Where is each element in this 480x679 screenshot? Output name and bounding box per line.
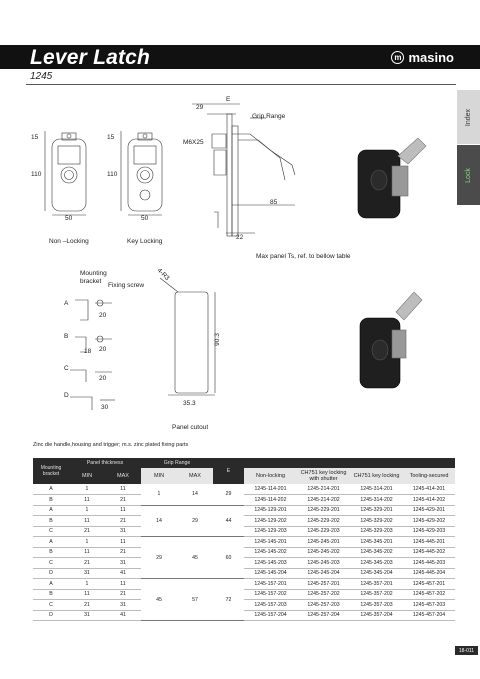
part-number-cell: 1245-357-202	[350, 589, 403, 600]
dim-110-left: 110	[31, 171, 42, 178]
part-number-cell: 1245-457-201	[403, 579, 455, 590]
table-cell: 31	[105, 526, 141, 537]
group-grip-max: 29	[177, 505, 213, 537]
table-cell: 11	[105, 579, 141, 590]
material-note: Zinc die handle,housing and trigger; m.s. zinc plated fixing parts	[33, 442, 189, 448]
group-grip-min: 45	[141, 579, 177, 621]
header-mounting-bracket: Mounting bracket	[33, 458, 69, 484]
part-number-cell: 1245-345-202	[350, 547, 403, 558]
part-number-cell: 1245-445-203	[403, 558, 455, 569]
part-number-cell: 1245-229-203	[297, 526, 350, 537]
header-grip-range: Grip Range	[141, 458, 213, 468]
table-cell: 1	[69, 484, 105, 495]
table-cell: A	[33, 505, 69, 516]
part-number-cell: 1245-314-201	[350, 484, 403, 495]
part-number-cell: 1245-157-203	[244, 600, 297, 611]
part-number-cell: 1245-129-202	[244, 516, 297, 527]
table-cell: 31	[105, 558, 141, 569]
table-cell: 41	[105, 568, 141, 579]
dim-18: 18	[84, 348, 92, 355]
table-cell: B	[33, 589, 69, 600]
product-photo-2	[360, 292, 422, 388]
tab-index-label: Index	[465, 108, 472, 126]
header-grip-max: MAX	[177, 468, 213, 484]
part-number-cell: 1245-314-202	[350, 495, 403, 506]
dim-29: 29	[196, 104, 204, 111]
table-cell: A	[33, 579, 69, 590]
table-row	[33, 558, 455, 569]
part-number-cell: 1245-229-202	[297, 516, 350, 527]
table-cell: B	[33, 495, 69, 506]
panel-cutout-caption: Panel cutout	[172, 424, 209, 431]
key-locking-caption: Key Locking	[127, 238, 163, 245]
part-number-cell: 1245-257-202	[297, 589, 350, 600]
dim-e: E	[226, 96, 231, 103]
part-number-cell: 1245-429-202	[403, 516, 455, 527]
part-number-cell: 1245-129-203	[244, 526, 297, 537]
part-number-cell: 1245-257-204	[297, 610, 350, 621]
group-e: 29	[213, 484, 244, 505]
key-locking-front-view	[121, 131, 162, 215]
grip-range-label: Grip Range	[252, 113, 286, 120]
table-row	[33, 610, 455, 621]
part-number-cell: 1245-329-201	[350, 505, 403, 516]
table-cell: C	[33, 526, 69, 537]
part-number-cell: 1245-214-201	[297, 484, 350, 495]
bracket-c-label: C	[64, 365, 69, 372]
table-cell: 31	[105, 600, 141, 611]
table-row	[33, 589, 455, 600]
table-row	[33, 505, 455, 516]
table-cell: 21	[105, 495, 141, 506]
page-title: Lever Latch	[30, 46, 151, 69]
dim-15-left: 15	[31, 134, 39, 141]
table-cell: 31	[69, 568, 105, 579]
part-number-cell: 1245-145-202	[244, 547, 297, 558]
part-number-cell: 1245-329-203	[350, 526, 403, 537]
non-locking-caption: Non –Locking	[49, 238, 89, 245]
bracket-d-label: D	[64, 392, 69, 399]
model-code: 1245	[30, 71, 53, 82]
brand-name: masino	[408, 49, 454, 65]
dim-20-a: 20	[99, 312, 107, 319]
table-cell: A	[33, 537, 69, 548]
mounting-brackets	[70, 300, 115, 410]
part-number-cell: 1245-445-202	[403, 547, 455, 558]
product-photo-1	[358, 138, 426, 218]
dim-20-b: 20	[99, 346, 107, 353]
header-non-locking: Non-locking	[244, 468, 297, 484]
table-cell: 21	[105, 589, 141, 600]
panel-note: Max panel Ts, ref. to bellow table	[256, 253, 351, 260]
table-row	[33, 600, 455, 611]
part-number-cell: 1245-245-202	[297, 547, 350, 558]
table-cell: 21	[105, 516, 141, 527]
table-cell: D	[33, 610, 69, 621]
part-number-cell: 1245-445-201	[403, 537, 455, 548]
part-number-cell: 1245-157-204	[244, 610, 297, 621]
dim-85: 85	[270, 199, 278, 206]
part-number-cell: 1245-445-204	[403, 568, 455, 579]
part-number-cell: 1245-245-203	[297, 558, 350, 569]
header-tooling-secured: Tooling-secured	[403, 468, 455, 484]
dim-20-c: 20	[99, 375, 107, 382]
table-cell: B	[33, 516, 69, 527]
part-number-cell: 1245-414-202	[403, 495, 455, 506]
header-grip-min: MIN	[141, 468, 177, 484]
dim-110-right: 110	[107, 171, 118, 178]
dim-35-3: 35.3	[183, 400, 196, 407]
part-number-cell: 1245-145-203	[244, 558, 297, 569]
table-row	[33, 579, 455, 590]
side-view	[192, 104, 295, 236]
header-key-shutter: CH751 key locking with shutter	[297, 468, 350, 484]
page-number: 18-011	[455, 646, 478, 655]
part-number-cell: 1245-129-201	[244, 505, 297, 516]
part-number-cell: 1245-457-202	[403, 589, 455, 600]
tab-lock-label: Lock	[464, 167, 472, 183]
dim-50-right: 50	[141, 215, 149, 222]
dim-22: 22	[236, 234, 244, 241]
table-cell: 11	[69, 589, 105, 600]
dim-4-r3: 4-R3	[155, 267, 171, 282]
part-number-cell: 1245-245-201	[297, 537, 350, 548]
table-cell: 11	[69, 547, 105, 558]
table-row	[33, 547, 455, 558]
table-cell: B	[33, 547, 69, 558]
table-cell: 21	[105, 547, 141, 558]
table-cell: 41	[105, 610, 141, 621]
part-number-cell: 1245-214-202	[297, 495, 350, 506]
non-locking-front-view	[45, 131, 86, 215]
table-cell: D	[33, 568, 69, 579]
table-cell: 11	[105, 505, 141, 516]
part-number-cell: 1245-429-203	[403, 526, 455, 537]
table-cell: 1	[69, 579, 105, 590]
table-cell: 1	[69, 505, 105, 516]
group-grip-max: 45	[177, 537, 213, 579]
part-number-cell: 1245-157-202	[244, 589, 297, 600]
dim-30: 30	[101, 404, 109, 411]
part-number-cell: 1245-257-201	[297, 579, 350, 590]
table-cell: 11	[105, 537, 141, 548]
part-number-cell: 1245-345-203	[350, 558, 403, 569]
dim-m6x25: M6X25	[183, 139, 204, 146]
part-number-cell: 1245-157-201	[244, 579, 297, 590]
group-e: 72	[213, 579, 244, 621]
part-number-cell: 1245-257-203	[297, 600, 350, 611]
table-row	[33, 526, 455, 537]
header-panel-min: MIN	[69, 468, 105, 484]
group-grip-max: 57	[177, 579, 213, 621]
group-grip-min: 1	[141, 484, 177, 505]
table-row	[33, 484, 455, 495]
table-cell: 11	[69, 516, 105, 527]
table-cell: 21	[69, 526, 105, 537]
spec-table	[33, 458, 455, 621]
table-cell: C	[33, 600, 69, 611]
dim-90-3: 90.3	[213, 333, 221, 346]
group-grip-max: 14	[177, 484, 213, 505]
table-row	[33, 495, 455, 506]
part-number-cell: 1245-457-203	[403, 600, 455, 611]
table-cell: 11	[105, 484, 141, 495]
part-number-cell: 1245-457-204	[403, 610, 455, 621]
table-row	[33, 537, 455, 548]
part-number-cell: 1245-357-204	[350, 610, 403, 621]
part-number-cell: 1245-145-201	[244, 537, 297, 548]
part-number-cell: 1245-414-201	[403, 484, 455, 495]
bracket-a-label: A	[64, 300, 69, 307]
part-number-cell: 1245-245-204	[297, 568, 350, 579]
group-grip-min: 14	[141, 505, 177, 537]
header-panel-max: MAX	[105, 468, 141, 484]
table-row	[33, 568, 455, 579]
part-number-cell: 1245-345-204	[350, 568, 403, 579]
group-e: 60	[213, 537, 244, 579]
part-number-cell: 1245-145-204	[244, 568, 297, 579]
header-e: E	[213, 458, 244, 484]
part-number-cell: 1245-357-201	[350, 579, 403, 590]
table-cell: 1	[69, 537, 105, 548]
part-number-cell: 1245-329-202	[350, 516, 403, 527]
table-cell: C	[33, 558, 69, 569]
mounting-bracket-label: Mounting bracket	[80, 270, 107, 285]
table-row	[33, 516, 455, 527]
part-number-cell: 1245-229-201	[297, 505, 350, 516]
bracket-b-label: B	[64, 333, 69, 340]
part-number-cell: 1245-114-202	[244, 495, 297, 506]
table-cell: 11	[69, 495, 105, 506]
table-cell: 31	[69, 610, 105, 621]
panel-cutout	[160, 278, 215, 395]
masino-logo-icon: m	[391, 51, 404, 64]
table-cell: 21	[69, 600, 105, 611]
header-key-locking: CH751 key locking	[350, 468, 403, 484]
part-number-cell: 1245-114-201	[244, 484, 297, 495]
fixing-screw-label: Fixing screw	[108, 282, 145, 289]
group-grip-min: 29	[141, 537, 177, 579]
part-number-cell: 1245-345-201	[350, 537, 403, 548]
dim-15-right: 15	[107, 134, 115, 141]
header-panel-thickness: Panel thickness	[69, 458, 141, 468]
table-body	[33, 484, 455, 621]
group-e: 44	[213, 505, 244, 537]
part-number-cell: 1245-429-201	[403, 505, 455, 516]
table-cell: A	[33, 484, 69, 495]
part-number-cell: 1245-357-203	[350, 600, 403, 611]
dim-50-left: 50	[65, 215, 73, 222]
table-cell: 21	[69, 558, 105, 569]
